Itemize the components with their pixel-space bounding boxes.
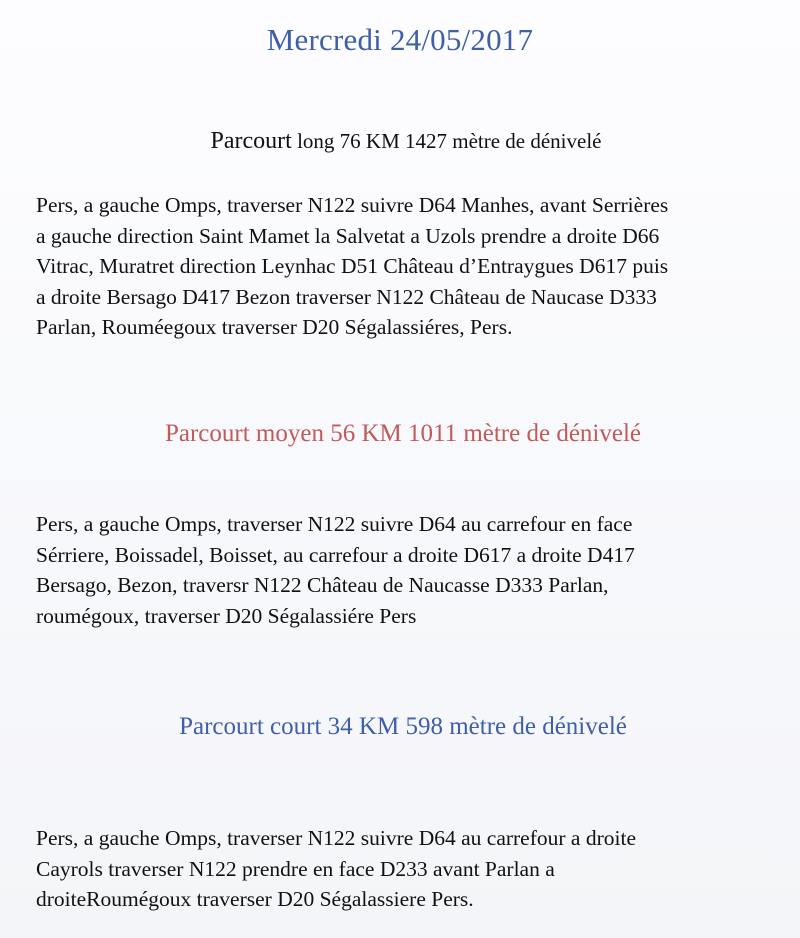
route-description-medium [36,509,796,631]
route-long-line: a gauche direction Saint Mamet la Salvetat a Uzols prendre a droite D66 [36,223,660,248]
route-title-short: Parcourt court 34 KM 598 mètre de dénivelé [179,713,627,740]
route-description-short [36,823,796,915]
route-medium-line: roumégoux, traverser D20 Ségalassiére Pers [36,603,417,628]
route-short-line: Pers, a gauche Omps, traverser N122 suivre D64 au carrefour a droite [36,826,636,850]
route-title-long-rest: long 76 KM 1427 mètre de dénivelé [291,129,602,153]
route-title-long-lead: Parcourt [210,128,292,154]
route-long-line: Parlan, Rouméegoux traverser D20 Ségalassiéres, Pers. [36,315,513,339]
route-title-medium: Parcourt moyen 56 KM 1011 mètre de dénivelé [164,420,642,447]
route-medium-line: Sérriere, Boissadel, Boisset, au carrefour a droite D617 a droite D417 [36,542,635,567]
route-description-long [36,190,796,343]
route-short-line: droiteRoumégoux traverser D20 Ségalassiere Pers. [36,887,474,911]
route-medium-line: Pers, a gauche Omps, traverser N122 suivre D64 au carrefour en face [36,512,633,536]
route-medium-line: Bersago, Bezon, traversr N122 Château de Naucasse D333 Parlan, [36,573,609,597]
route-long-line: Pers, a gauche Omps, traverser N122 suivre D64 Manhes, avant Serrières [36,193,669,217]
route-long-line: a droite Bersago D417 Bezon traverser N122 Château de Naucase D333 [36,284,657,309]
route-long-line: Vitrac, Muratret direction Leynhac D51 Château d’Entraygues D617 puis [36,254,669,278]
date-heading: Mercredi 24/05/2017 [266,22,534,57]
route-title-long [0,128,800,155]
route-short-line: Cayrols traverser N122 prendre en face D233 avant Parlan a [36,856,555,881]
